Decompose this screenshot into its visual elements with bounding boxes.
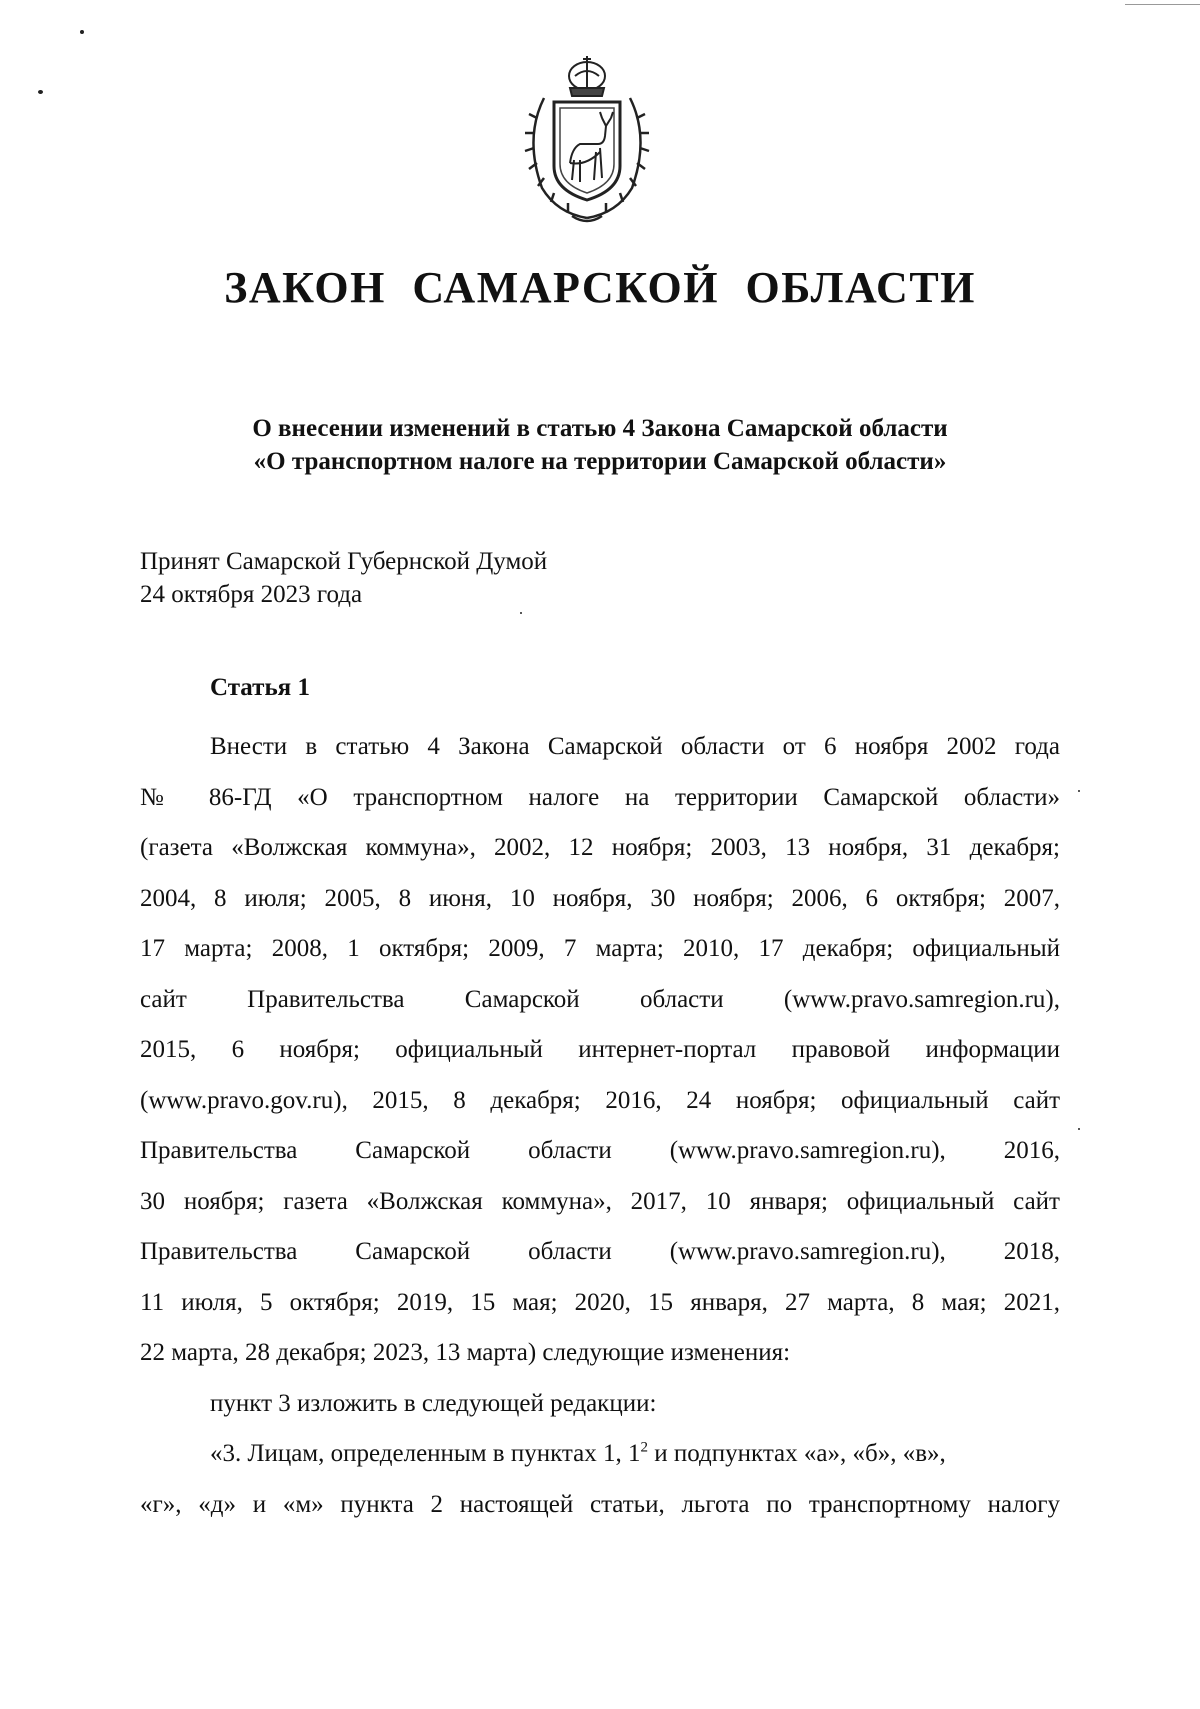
article-heading: Статья 1: [210, 674, 310, 701]
scan-speck: [520, 612, 522, 614]
scan-speck: [1078, 790, 1080, 792]
quoted-text-part: «3. Лицам, определенным в пунктах 1, 1: [210, 1440, 641, 1467]
paragraph-amendment-intro: [140, 722, 1060, 1379]
amendment-intro-line: Правительства Самарской области (www.pravo.samregion.ru), 2016,: [140, 1137, 1060, 1164]
article-body: [140, 722, 1060, 1530]
amendment-intro-line: 2004, 8 июля; 2005, 8 июня, 10 ноября, 30 ноября; 2006, 6 октября; 2007,: [140, 884, 1060, 912]
scan-speck: [80, 30, 84, 34]
scan-edge-line: [1125, 4, 1200, 5]
law-subject: [0, 412, 1200, 478]
scan-speck: [1078, 1128, 1080, 1130]
paragraph-quoted-text: [140, 1429, 1060, 1530]
amendment-intro-line: 22 марта, 28 декабря; 2023, 13 марта) следующие изменения:: [140, 1339, 791, 1366]
amendment-intro-line: 17 марта; 2008, 1 октября; 2009, 7 марта; 2010, 17 декабря; официальный: [140, 935, 1060, 962]
quoted-text-line: [140, 1429, 1060, 1480]
law-title: ЗАКОН САМАРСКОЙ ОБЛАСТИ: [224, 263, 976, 312]
adoption-info: [140, 545, 547, 611]
subject-line: «О транспортном налоге на территории Самарской области»: [253, 448, 947, 475]
subject-line: О внесении изменений в статью 4 Закона Самарской области: [252, 415, 948, 442]
quoted-text-line: «г», «д» и «м» пункта 2 настоящей статьи, льгота по транспортному налогу: [140, 1490, 1060, 1518]
scan-speck: [38, 90, 43, 94]
amendment-intro-line: Правительства Самарской области (www.pravo.samregion.ru), 2018,: [140, 1238, 1060, 1265]
amendment-intro-line: Внести в статью 4 Закона Самарской области от 6 ноября 2002 года: [210, 733, 1060, 760]
amendment-intro-line: (газета «Волжская коммуна», 2002, 12 ноября; 2003, 13 ноября, 31 декабря;: [140, 834, 1060, 861]
amendment-intro-line: 2015, 6 ноября; официальный интернет-портал правовой информации: [140, 1036, 1060, 1063]
amendment-intro-line: № 86-ГД «О транспортном налоге на территории Самарской области»: [140, 783, 1060, 811]
amendment-intro-line: 11 июля, 5 октября; 2019, 15 мая; 2020, 15 января, 27 марта, 8 мая; 2021,: [140, 1288, 1060, 1316]
amendment-intro-line: (www.pravo.gov.ru), 2015, 8 декабря; 2016, 24 ноября; официальный сайт: [140, 1086, 1060, 1114]
paragraph-point-3: пункт 3 изложить в следующей редакции:: [210, 1389, 657, 1417]
amendment-intro-line: 30 ноября; газета «Волжская коммуна», 2017, 10 января; официальный сайт: [140, 1187, 1060, 1215]
superscript: 2: [640, 1439, 648, 1456]
adopted-by: Принят Самарской Губернской Думой: [140, 548, 548, 575]
amendment-intro-line: сайт Правительства Самарской области (www.pravo.samregion.ru),: [140, 985, 1060, 1013]
coat-of-arms-icon: [512, 48, 662, 230]
adopted-date: 24 октября 2023 года: [140, 581, 363, 608]
quoted-text-part: и подпунктах «а», «б», «в»,: [648, 1440, 946, 1467]
